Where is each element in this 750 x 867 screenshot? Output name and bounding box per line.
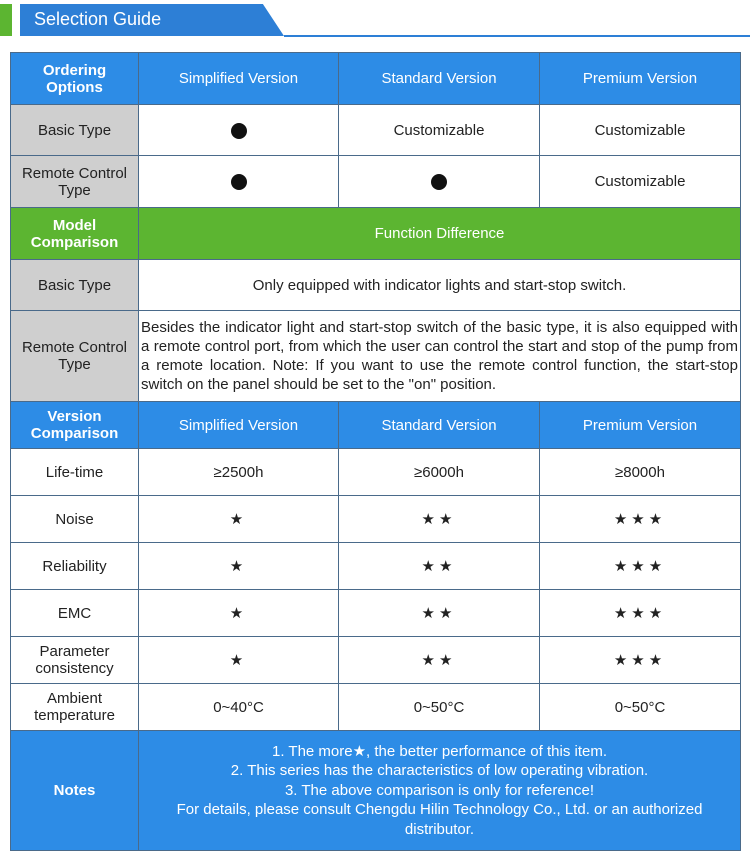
standard-version-header: Standard Version [339, 402, 540, 449]
ordering-row-remote [11, 156, 741, 208]
row-label: Ambient temperature [11, 684, 139, 731]
version-comparison-header: Version Comparison [11, 402, 139, 449]
model-row-basic [11, 260, 741, 311]
notes-text [139, 731, 741, 851]
section-banner [0, 0, 750, 40]
row-label: EMC [11, 590, 139, 637]
note-line: 1. The more★, the better performance of this item. [272, 742, 607, 760]
star-rating: ★ [139, 590, 339, 637]
value-cell: 0~50°C [339, 684, 540, 731]
star-rating: ★ [139, 543, 339, 590]
star-rating: ★★ [339, 637, 540, 684]
version-row-temperature [11, 684, 741, 731]
option-cell: Customizable [339, 105, 540, 156]
function-difference-header: Function Difference [139, 208, 741, 260]
banner-underline [284, 35, 750, 37]
row-label: Basic Type [11, 260, 139, 311]
value-cell: 0~40°C [139, 684, 339, 731]
simplified-version-header: Simplified Version [139, 53, 339, 105]
version-row-noise [11, 496, 741, 543]
star-rating: ★★★ [540, 496, 741, 543]
notes-row [11, 731, 741, 851]
star-rating: ★ [139, 637, 339, 684]
model-row-remote [11, 311, 741, 402]
option-cell [139, 156, 339, 208]
star-rating: ★★ [339, 543, 540, 590]
option-cell [339, 156, 540, 208]
premium-version-header: Premium Version [540, 402, 741, 449]
available-dot-icon [231, 174, 247, 190]
simplified-version-header: Simplified Version [139, 402, 339, 449]
option-cell [139, 105, 339, 156]
row-label: Basic Type [11, 105, 139, 156]
premium-version-header: Premium Version [540, 53, 741, 105]
row-label: Remote Control Type [11, 156, 139, 208]
version-header-row [11, 402, 741, 449]
version-row-lifetime [11, 449, 741, 496]
value-cell: 0~50°C [540, 684, 741, 731]
version-row-consistency [11, 637, 741, 684]
available-dot-icon [431, 174, 447, 190]
ordering-header-row [11, 53, 741, 105]
available-dot-icon [231, 123, 247, 139]
star-rating: ★★★ [540, 590, 741, 637]
value-cell: ≥6000h [339, 449, 540, 496]
note-line: For details, please consult Chengdu Hilin Technology Co., Ltd. or an authorized distributor. [176, 801, 703, 838]
banner-title: Selection Guide [34, 9, 162, 29]
ordering-row-basic [11, 105, 741, 156]
value-cell: ≥8000h [540, 449, 741, 496]
selection-guide-table [10, 52, 741, 851]
star-rating: ★★ [339, 496, 540, 543]
row-label: Parameter consistency [11, 637, 139, 684]
version-row-emc [11, 590, 741, 637]
star-rating: ★★ [339, 590, 540, 637]
note-line: 2. This series has the characteristics of low operating vibration. [230, 762, 649, 780]
model-comparison-header: Model Comparison [11, 208, 139, 260]
row-label: Remote Control Type [11, 311, 139, 402]
standard-version-header: Standard Version [339, 53, 540, 105]
banner-accent [0, 4, 12, 36]
note-line: 3. The above comparison is only for reference! [284, 781, 595, 799]
model-header-row [11, 208, 741, 260]
function-description: Only equipped with indicator lights and start-stop switch. [139, 260, 741, 311]
value-cell: ≥2500h [139, 449, 339, 496]
option-cell: Customizable [540, 105, 741, 156]
version-row-reliability [11, 543, 741, 590]
star-rating: ★★★ [540, 637, 741, 684]
star-rating: ★ [139, 496, 339, 543]
row-label: Noise [11, 496, 139, 543]
function-description: Besides the indicator light and start-stop switch of the basic type, it is also equipped with a remote control port, from which the user can control the start and stop of the pump from a remote location. Note: If you want to use the remote control function, the start-stop switch on the panel should be set to the "on" position. [139, 311, 741, 402]
ordering-options-header: Ordering Options [11, 53, 139, 105]
star-rating: ★★★ [540, 543, 741, 590]
notes-label: Notes [11, 731, 139, 851]
row-label: Life-time [11, 449, 139, 496]
option-cell: Customizable [540, 156, 741, 208]
row-label: Reliability [11, 543, 139, 590]
